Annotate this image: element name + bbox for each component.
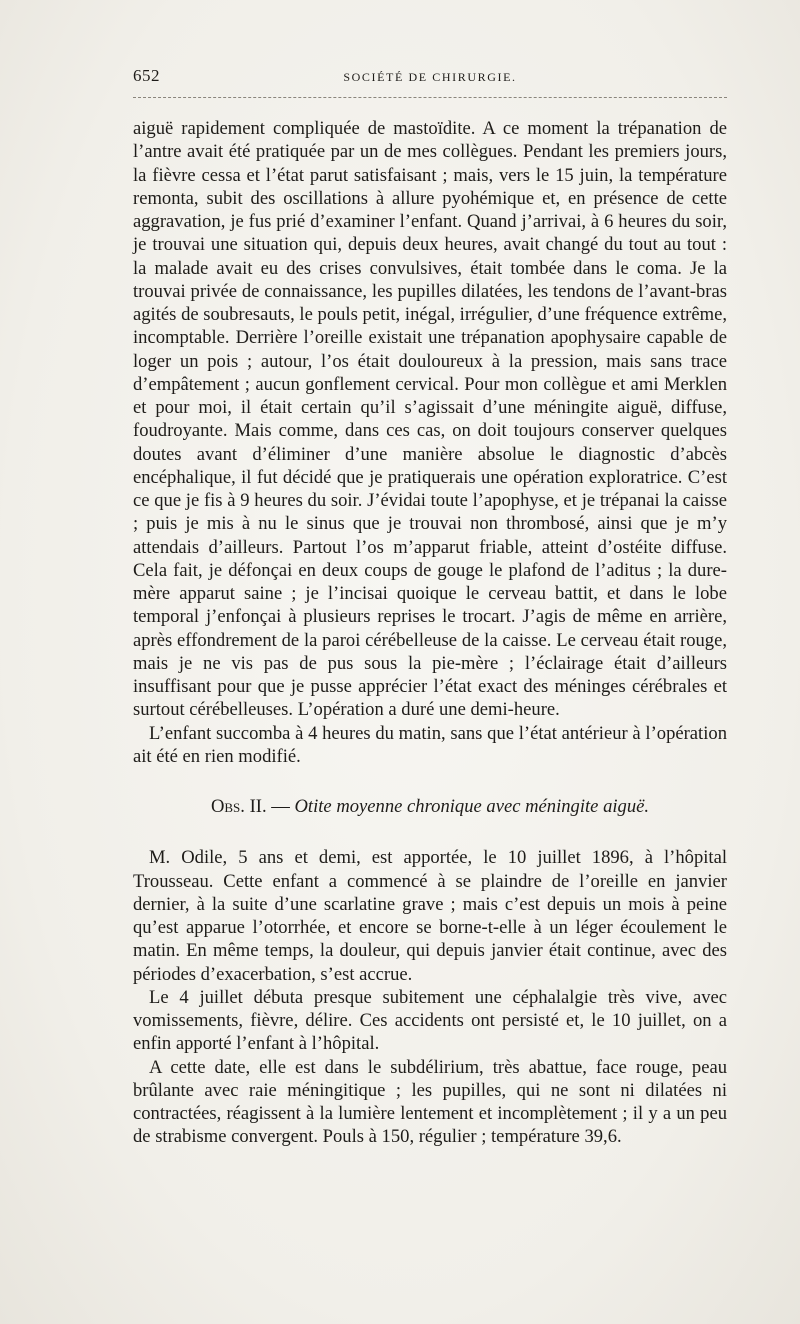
paragraph-1: aiguë rapidement compliquée de mastoïdite. A ce moment la trépanation de l’antre avait été pratiquée par un de mes collègues. Pendant les premiers jours, la fièvre cessa et l’état parut satisfaisant ; mais, vers le 15 juin, la température remonta, subit des oscillations à allure pyohémique et, en présence de cette aggravation, je fus prié d’examiner l’enfant. Quand j’arrivai, à 6 heures du soir, je trouvai une situation qui, depuis deux heures, avait changé du tout au tout : la malade avait eu des crises convulsives, était tombée dans le coma. Je la trouvai privée de connaissance, les pupilles dilatées, les tendons de l’avant-bras agités de soubresauts, le pouls petit, inégal, irrégulier, d’une fréquence extrême, incomptable. Derrière l’oreille existait une trépanation apophysaire capable de loger un pois ; autour, l’os était douloureux à la pression, mais sans trace d’empâtement ; aucun gonflement cervical. Pour mon collègue et ami Merklen et pour moi, il était certain qu’il s’agissait d’une méningite aiguë, diffuse, foudroyante. Mais comme, dans ces cas, on doit toujours conserver quelques doutes avant d’éliminer d’une manière absolue le diagnostic d’abcès encéphalique, il fut décidé que je pratiquerais une opération exploratrice. C’est ce que je fis à 9 heures du soir. J’évidai toute l’apophyse, et je trépanai la caisse ; puis je mis à nu le sinus que je trouvai non thrombosé, ainsi que je m’y attendais d’ailleurs. Partout l’os m’apparut friable, atteint d’ostéite diffuse. Cela fait, je défonçai en deux coups de gouge le plafond de l’aditus ; la dure-mère apparut saine ; je l’incisai quoique le cerveau battit, et dans le lobe temporal j’enfonçai à plusieurs reprises le trocart. J’agis de même en arrière, après effondrement de la paroi cérébelleuse de la caisse. Le cerveau était rouge, mais je ne vis pas de pus sous la pie-mère ; l’éclairage était d’ailleurs insuffisant pour que je pusse apprécier l’état exact des méninges cérébrales et surtout cérébelleuses. L’opération a duré une demi-heure.	[133, 118, 727, 721]
observation-heading	[133, 795, 727, 818]
paragraph-3: M. Odile, 5 ans et demi, est apportée, le 10 juillet 1896, à l’hôpital Trousseau. Cette enfant a commencé à se plaindre de l’oreille en janvier dernier, à la suite d’une scarlatine grave ; mais c’est depuis un mois à peine qu’est apparue l’otorrhée, et encore se borne-t-elle à un léger écoulement le matin. En même temps, la douleur, qui depuis janvier était continue, avec des périodes d’exacerbation, s’est accrue.	[133, 847, 727, 985]
header-rule	[133, 97, 727, 98]
running-head: SOCIÉTÉ DE CHIRURGIE.	[343, 70, 517, 84]
paragraph-4: Le 4 juillet débuta presque subitement une céphalalgie très vive, avec vomissements, fièvre, délire. Ces accidents ont persisté et, le 10 juillet, on a enfin apporté l’enfant à l’hôpital.	[133, 986, 727, 1055]
page-header	[133, 66, 727, 90]
observation-label: Obs. II.	[210, 796, 267, 817]
page-number: 652	[133, 66, 160, 85]
spacer	[133, 768, 727, 795]
body-text	[133, 117, 727, 1149]
observation-title: Otite moyenne chronique avec méningite aiguë.	[294, 796, 650, 817]
spacer	[133, 818, 727, 846]
paragraph-2: L’enfant succomba à 4 heures du matin, sans que l’état antérieur à l’opération ait été en rien modifié.	[133, 722, 727, 767]
paragraph-5: A cette date, elle est dans le subdélirium, très abattue, face rouge, peau brûlante avec raie méningitique ; les pupilles, qui ne sont ni dilatées ni contractées, réagissent à la lumière lentement et incomplètement ; il y a un peu de strabisme convergent. Pouls à 150, régulier ; température 39,6.	[133, 1056, 727, 1148]
observation-dash: —	[266, 796, 295, 817]
